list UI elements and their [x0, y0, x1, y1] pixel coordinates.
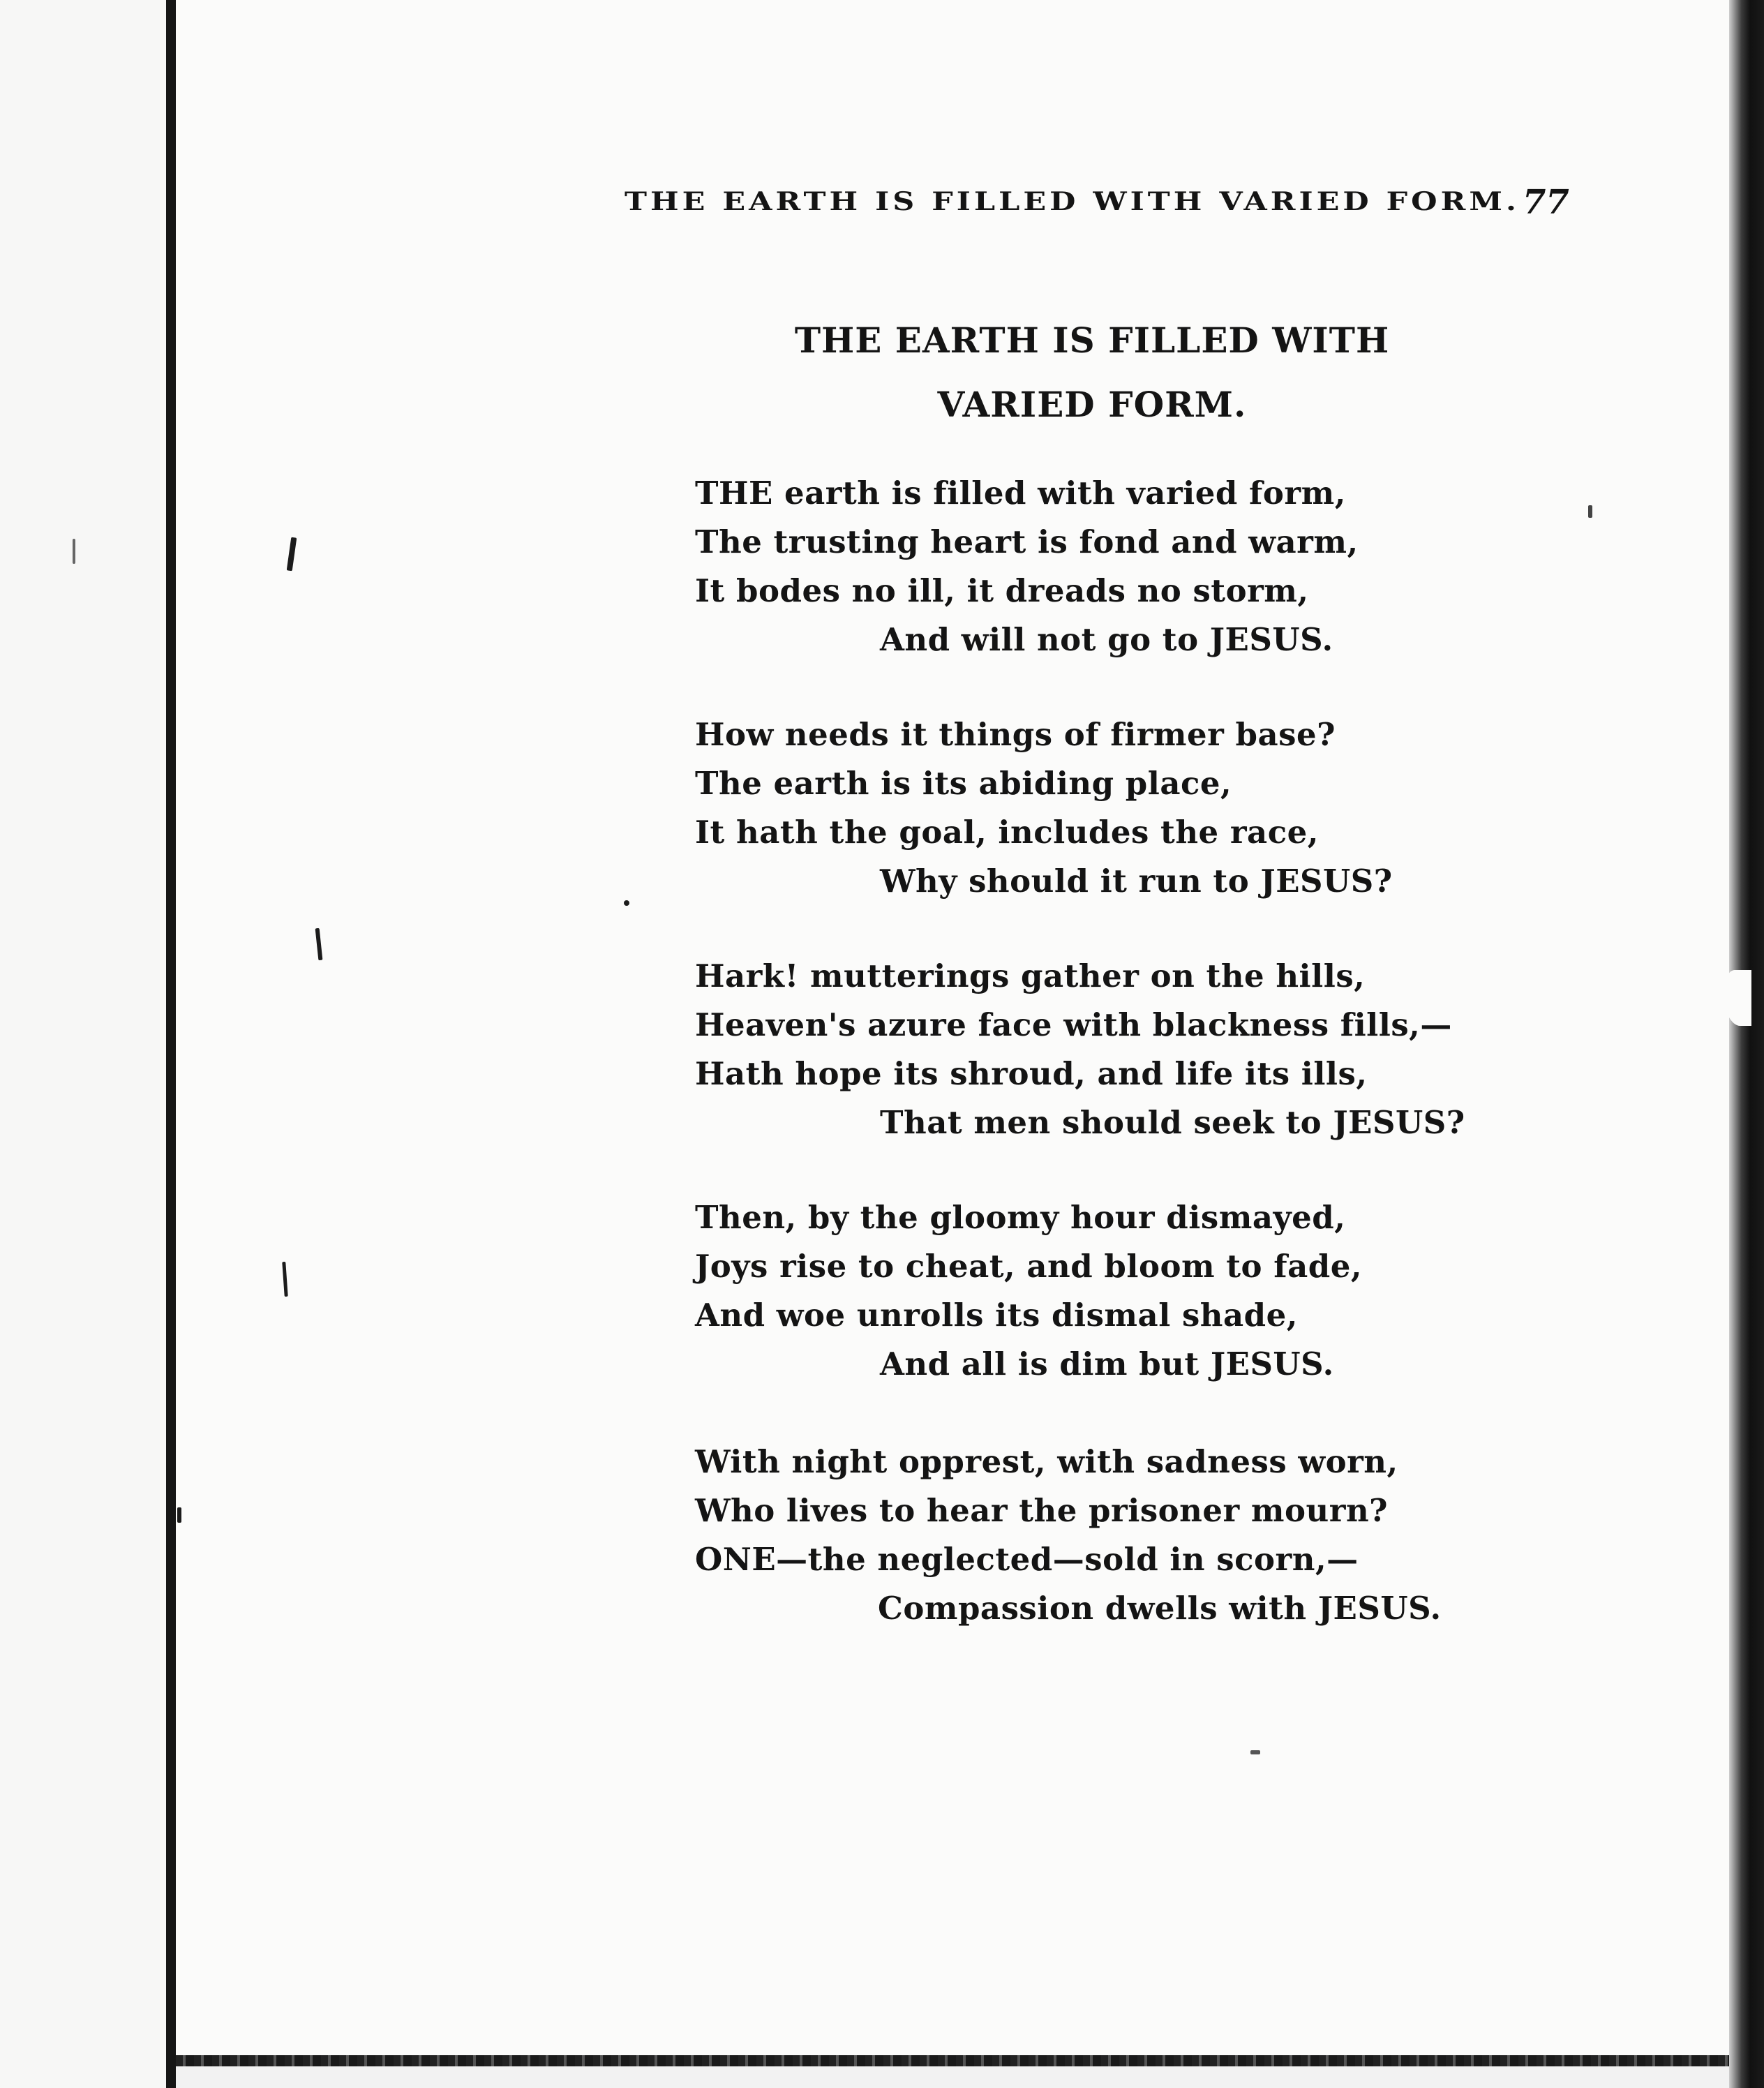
poem-title-line-2: VARIED FORM. [937, 384, 1247, 425]
poem-line: Heaven's azure face with blackness fills,— [695, 1006, 1452, 1043]
print-speck [282, 1262, 287, 1297]
running-head-title: THE EARTH IS FILLED WITH VARIED FORM. [625, 187, 1520, 217]
print-speck [177, 1507, 181, 1523]
poem-line: How needs it things of firmer base? [695, 716, 1336, 753]
poem-refrain-line: Compassion dwells with JESUS. [878, 1590, 1442, 1627]
page-tab-notch [1724, 970, 1751, 1026]
poem-line: Hath hope its shroud, and life its ills, [695, 1055, 1368, 1092]
print-speck [1588, 505, 1592, 518]
poem-line: The earth is its abiding place, [695, 765, 1232, 802]
poem-refrain-line: And all is dim but JESUS. [880, 1345, 1334, 1382]
poem-title [663, 308, 1521, 437]
stanza-3 [695, 952, 1560, 1147]
print-speck [624, 900, 629, 906]
left-page-margin [0, 0, 166, 2088]
print-speck [73, 539, 75, 564]
page-binding-edge [166, 0, 176, 2088]
poem-line: Hark! mutterings gather on the hills, [695, 957, 1366, 994]
poem-title-line-1: THE EARTH IS FILLED WITH [794, 320, 1390, 361]
print-speck [287, 537, 297, 572]
stanza-5 [695, 1438, 1560, 1633]
bottom-margin [176, 2066, 1729, 2088]
poem-refrain-line: And will not go to JESUS. [880, 621, 1333, 658]
poem-line: ONE—the neglected—sold in scorn,— [695, 1541, 1359, 1578]
poem-line: It hath the goal, includes the race, [695, 814, 1319, 851]
print-speck [315, 928, 323, 960]
poem-line: With night opprest, with sadness worn, [695, 1443, 1398, 1480]
right-page-edge [1729, 0, 1764, 2088]
stanza-4 [695, 1193, 1560, 1389]
running-head [625, 187, 1574, 217]
page-number: 77 [1523, 183, 1569, 222]
poem-line: And woe unrolls its dismal shade, [695, 1297, 1298, 1334]
poem-refrain-line: That men should seek to JESUS? [880, 1104, 1465, 1141]
stanza-2 [695, 710, 1560, 906]
print-speck [1250, 1750, 1260, 1754]
poem-refrain-line: Why should it run to JESUS? [880, 863, 1393, 900]
poem-line: Who lives to hear the prisoner mourn? [695, 1492, 1389, 1529]
stanza-1 [695, 469, 1560, 664]
poem-line: THE earth is filled with varied form, [695, 475, 1346, 512]
bottom-page-edge [176, 2055, 1729, 2066]
poem-line: It bodes no ill, it dreads no storm, [695, 572, 1309, 609]
poem-line: Then, by the gloomy hour dismayed, [695, 1199, 1346, 1236]
poem-line: The trusting heart is fond and warm, [695, 523, 1359, 560]
poem-line: Joys rise to cheat, and bloom to fade, [695, 1248, 1363, 1285]
